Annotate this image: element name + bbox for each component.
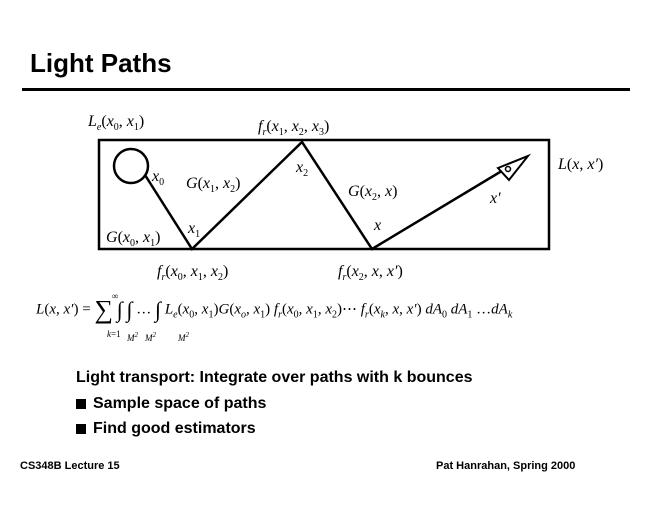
footer-course: CS348B Lecture 15 (20, 460, 120, 472)
label-x1: $x_1$ (188, 220, 201, 240)
label-g12: $G(x_1$, $x_2$) (186, 175, 241, 195)
label-x2: $x_2$ (296, 159, 309, 179)
label-xprime: x′ (490, 190, 501, 207)
square-bullet-icon (76, 424, 86, 434)
light-source (114, 149, 148, 183)
label-fr2xx: $f_r(x_2$, x, x′) (338, 263, 403, 283)
label-le: $L_e(x_0$, $x_1$) (88, 113, 145, 133)
square-bullet-icon (76, 399, 86, 409)
int-domain-1: $M^2$ (127, 331, 138, 343)
label-fr123: $f_r(x_1$, $x_2$, $x_3$) (258, 118, 330, 138)
eye-pupil (506, 167, 511, 172)
scene-box (99, 140, 549, 249)
bullet-text: Find good estimators (93, 420, 256, 437)
sum-upper-limit: ∞ (112, 291, 119, 301)
label-g2x: $G(x_2$, x) (348, 183, 398, 203)
bullet-text: Sample space of paths (93, 395, 267, 412)
rendering-equation: L(x, x′) = ∑ ∫ ∫ … ∫ $L_e(x_0$, $x_1)G(x_o$, $x_1$) $f_r(x_0$, $x_1$, $x_2)\cdots$ $f_r(x_k$, x, x′) $dA_0$ $dA_1$ $\dots dA_k$ (36, 295, 513, 324)
label-g01: $G(x_0$, $x_1$) (106, 229, 161, 249)
int-domain-3: $M^2$ (178, 331, 189, 343)
eye-icon (498, 156, 528, 180)
label-x: x (374, 217, 382, 234)
light-path (145, 142, 515, 249)
label-x0: $x_0$ (152, 168, 165, 188)
footer-author: Pat Hanrahan, Spring 2000 (436, 460, 576, 472)
slide-title: Light Paths (30, 48, 172, 78)
bullet-item (76, 395, 472, 413)
sum-lower-limit: k=1 (107, 329, 121, 339)
int-domain-2: $M^2$ (145, 331, 156, 343)
intro-text: Light transport: Integrate over paths with k bounces (76, 369, 473, 386)
label-L: L(x, x′) (558, 156, 604, 173)
bullet-section (76, 369, 472, 445)
label-fr012: $f_r(x_0$, $x_1$, $x_2$) (157, 263, 229, 283)
bullet-item (76, 420, 472, 438)
